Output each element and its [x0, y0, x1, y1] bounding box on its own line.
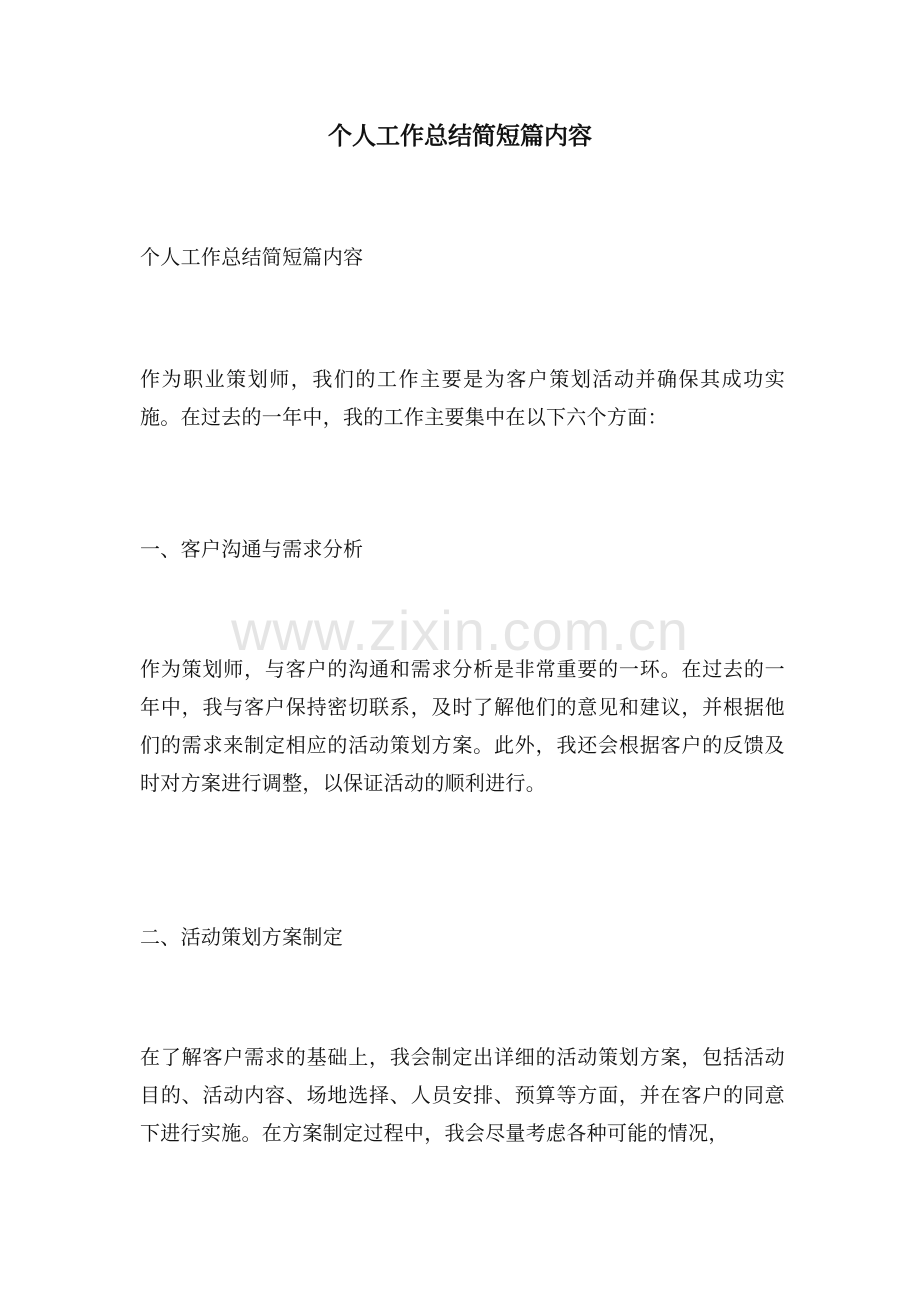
watermark: www.zixin.com.cn — [231, 599, 689, 662]
section-heading-1: 一、客户沟通与需求分析 — [140, 537, 364, 561]
intro-paragraph: 作为职业策划师，我们的工作主要是为客户策划活动并确保其成功实施。在过去的一年中，我的工作主要集中在以下六个方面： — [140, 367, 785, 429]
page-title: 个人工作总结简短篇内容 — [328, 121, 592, 150]
section-paragraph-1: 作为策划师，与客户的沟通和需求分析是非常重要的一环。在过去的一年中，我与客户保持密切联系，及时了解他们的意见和建议，并根据他们的需求来制定相应的活动策划方案。此外，我还会根据客户的反馈及时对方案进行调整，以保证活动的顺利进行。 — [140, 657, 785, 795]
section-heading-2: 二、活动策划方案制定 — [140, 925, 343, 949]
document-subtitle: 个人工作总结简短篇内容 — [140, 245, 364, 269]
section-paragraph-2: 在了解客户需求的基础上，我会制定出详细的活动策划方案，包括活动目的、活动内容、场地选择、人员安排、预算等方面，并在客户的同意下进行实施。在方案制定过程中，我会尽量考虑各种可能的情况， — [140, 1045, 785, 1145]
